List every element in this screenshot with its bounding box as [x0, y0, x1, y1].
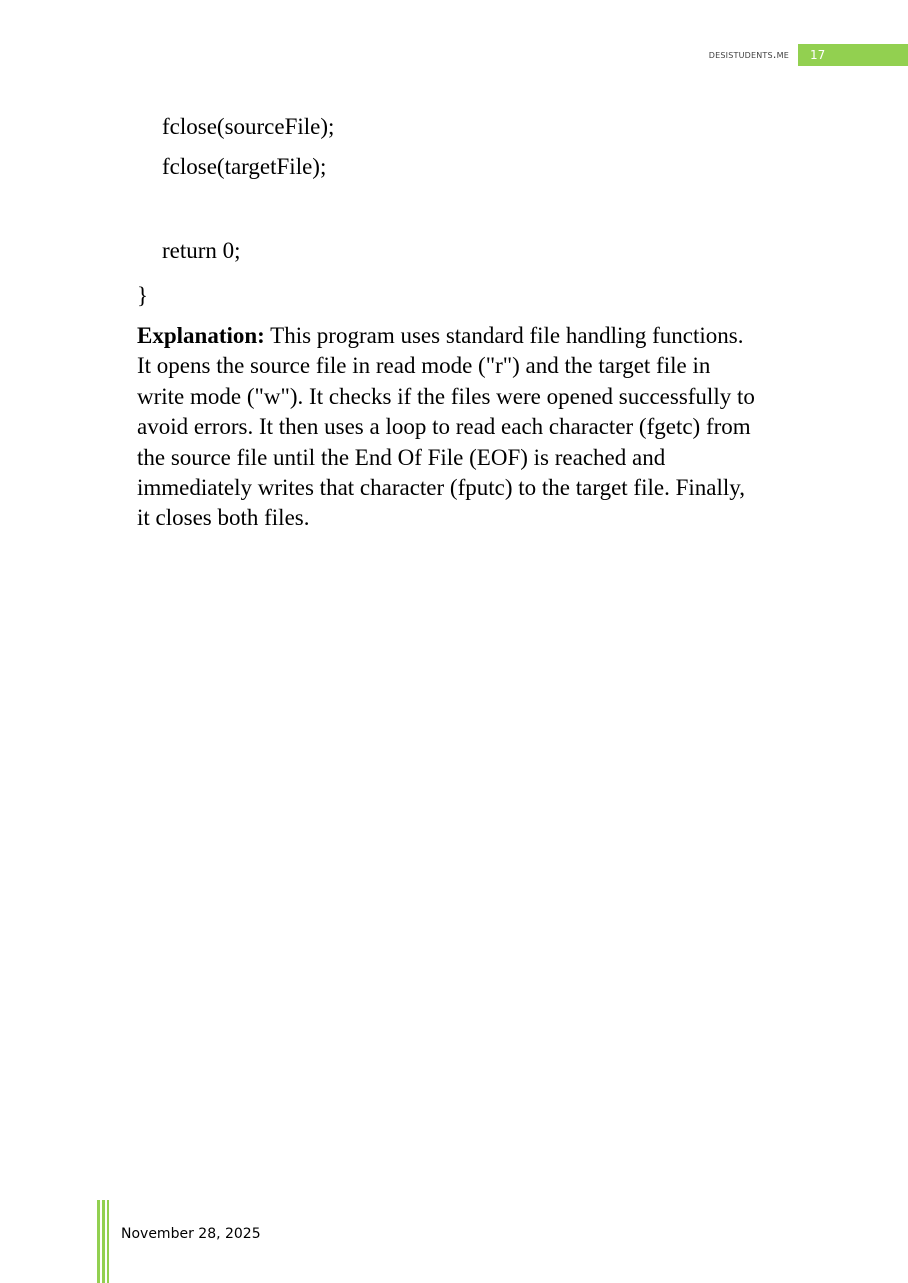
code-line-fclose-target: fclose(targetFile);	[162, 154, 327, 179]
page-header	[0, 44, 908, 66]
page-number: 17	[798, 44, 908, 66]
footer-accent-bars	[97, 1200, 111, 1283]
code-line-closing-brace: }	[137, 283, 149, 308]
explanation-line: write mode ("w"). It checks if the files were opened successfully to	[137, 383, 755, 409]
explanation-line: immediately writes that character (fputc) to the target file. Finally,	[137, 475, 745, 501]
explanation-line: avoid errors. It then uses a loop to read each character (fgetc) from	[137, 414, 751, 440]
explanation-line: the source file until the End Of File (EOF) is reached and	[137, 444, 666, 470]
explanation-line: it closes both files.	[137, 505, 310, 531]
explanation-line: It opens the source file in read mode ("r") and the target file in	[137, 353, 711, 379]
footer-bar	[97, 1200, 100, 1283]
explanation-paragraph	[137, 321, 817, 534]
code-line-fclose-source: fclose(sourceFile);	[162, 114, 335, 139]
explanation-text: This program uses standard file handling functions.	[264, 323, 744, 348]
explanation-line	[137, 321, 817, 351]
footer-bar	[107, 1200, 109, 1283]
code-line-return: return 0;	[162, 238, 241, 263]
footer-bar	[102, 1200, 105, 1283]
footer-date: November 28, 2025	[121, 1226, 261, 1242]
explanation-label: Explanation:	[137, 323, 265, 348]
site-name: desistudents.me	[708, 47, 789, 61]
